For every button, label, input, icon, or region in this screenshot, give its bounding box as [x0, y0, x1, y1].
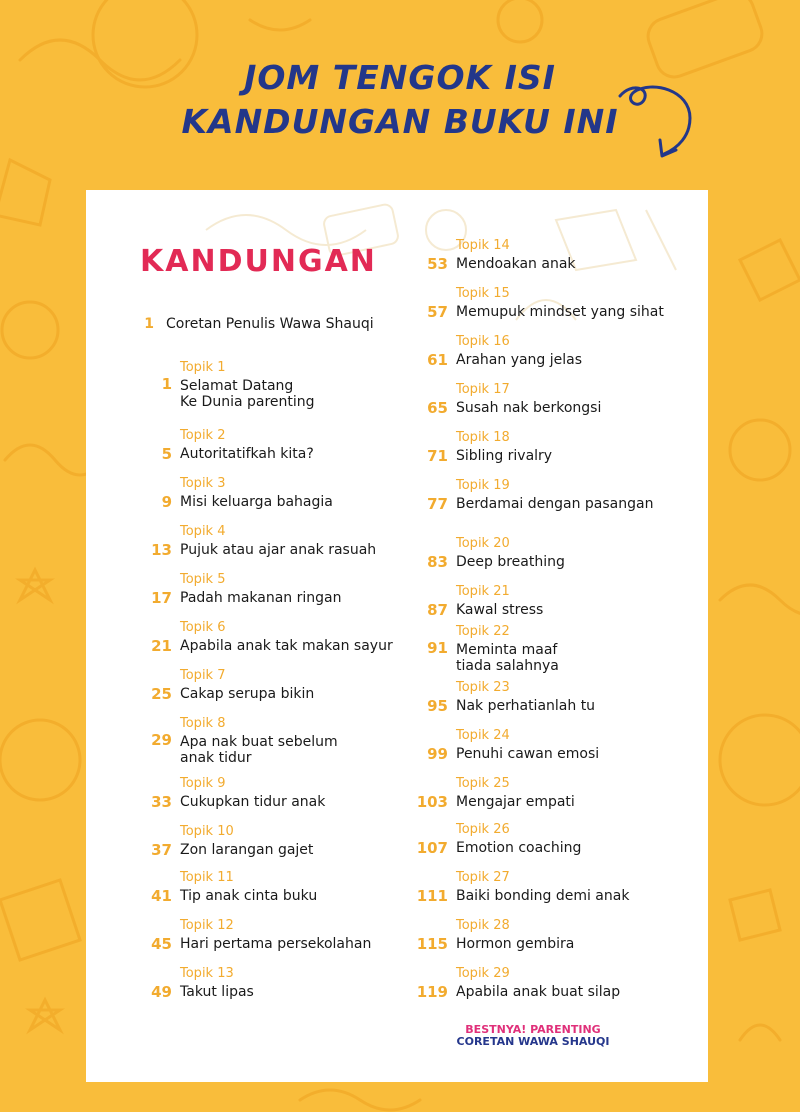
entry-topic-label: Topik 15 [456, 286, 510, 301]
contents-entry[interactable] [126, 572, 386, 612]
contents-entry[interactable] [402, 776, 662, 816]
contents-entry[interactable] [126, 966, 386, 1006]
contents-entry[interactable] [126, 476, 386, 516]
entry-page-number: 107 [416, 839, 448, 857]
entry-topic-label: Topik 27 [456, 870, 510, 885]
entry-topic-label: Topik 23 [456, 680, 510, 695]
entry-title: Mendoakan anak [456, 256, 576, 272]
contents-title: KANDUNGAN [140, 244, 377, 279]
entry-topic-label: Topik 6 [180, 620, 226, 635]
entry-title: Autoritatifkah kita? [180, 446, 314, 462]
entry-topic-label: Topik 26 [456, 822, 510, 837]
entry-title: Hari pertama persekolahan [180, 936, 372, 952]
contents-card [86, 190, 708, 1082]
entry-topic-label: Topik 18 [456, 430, 510, 445]
entry-title: Selamat Datang [180, 378, 294, 394]
entry-topic-label: Topik 9 [180, 776, 226, 791]
entry-page-number: 49 [151, 983, 172, 1001]
entry-title: Memupuk mindset yang sihat [456, 304, 664, 320]
entry-title: Emotion coaching [456, 840, 582, 856]
entry-title: Cukupkan tidur anak [180, 794, 326, 810]
contents-entry[interactable] [402, 680, 662, 720]
entry-topic-label: Topik 16 [456, 334, 510, 349]
entry-page-number: 17 [151, 589, 172, 607]
entry-page-number: 99 [427, 745, 448, 763]
contents-entry[interactable] [402, 238, 662, 278]
contents-entry[interactable] [402, 382, 662, 422]
entry-page-number: 61 [427, 351, 448, 369]
contents-entry[interactable] [126, 824, 386, 864]
entry-page-number: 45 [151, 935, 172, 953]
entry-topic-label: Topik 5 [180, 572, 226, 587]
preface-title: Coretan Penulis Wawa Shauqi [166, 316, 374, 332]
entry-page-number: 87 [427, 601, 448, 619]
contents-entry[interactable] [402, 966, 662, 1006]
entry-page-number: 37 [151, 841, 172, 859]
heading-line-2: KANDUNGAN BUKU INI [181, 102, 619, 141]
contents-entry[interactable] [402, 584, 662, 624]
contents-entry[interactable] [402, 430, 662, 470]
contents-entry[interactable] [402, 822, 662, 862]
entry-page-number: 9 [161, 493, 172, 511]
entry-page-number: 25 [151, 685, 172, 703]
entry-topic-label: Topik 3 [180, 476, 226, 491]
curly-arrow-icon [612, 78, 702, 168]
entry-topic-label: Topik 25 [456, 776, 510, 791]
entry-title: Berdamai dengan pasangan [456, 496, 654, 512]
entry-page-number: 91 [427, 639, 448, 657]
entry-topic-label: Topik 13 [180, 966, 234, 981]
entry-topic-label: Topik 22 [456, 624, 510, 639]
page-heading [180, 56, 620, 144]
contents-entry[interactable] [402, 728, 662, 768]
entry-title: Kawal stress [456, 602, 544, 618]
entry-title: Meminta maaf [456, 642, 558, 658]
entry-page-number: 33 [151, 793, 172, 811]
entry-page-number: 95 [427, 697, 448, 715]
contents-entry[interactable] [126, 870, 386, 910]
entry-title: Susah nak berkongsi [456, 400, 602, 416]
entry-title: Padah makanan ringan [180, 590, 342, 606]
contents-entry[interactable] [402, 918, 662, 958]
contents-entry[interactable] [126, 668, 386, 708]
brand-logo [448, 1024, 618, 1048]
contents-entry[interactable] [402, 624, 662, 674]
entry-page-number: 57 [427, 303, 448, 321]
entry-page-number: 53 [427, 255, 448, 273]
entry-page-number: 29 [151, 731, 172, 749]
brand-line-2: CORETAN WAWA SHAUQI [456, 1035, 610, 1048]
entry-topic-label: Topik 20 [456, 536, 510, 551]
entry-topic-label: Topik 10 [180, 824, 234, 839]
entry-title: Takut lipas [180, 984, 254, 1000]
entry-page-number: 65 [427, 399, 448, 417]
entry-topic-label: Topik 8 [180, 716, 226, 731]
entry-topic-label: Topik 4 [180, 524, 226, 539]
entry-title: Baiki bonding demi anak [456, 888, 630, 904]
entry-title: Arahan yang jelas [456, 352, 583, 368]
entry-title: Mengajar empati [456, 794, 575, 810]
entry-title: Apa nak buat sebelum [180, 734, 338, 750]
entry-topic-label: Topik 7 [180, 668, 226, 683]
entry-title: Sibling rivalry [456, 448, 553, 464]
entry-topic-label: Topik 11 [180, 870, 234, 885]
entry-topic-label: Topik 19 [456, 478, 510, 493]
contents-entry[interactable] [126, 918, 386, 958]
entry-topic-label: Topik 24 [456, 728, 510, 743]
contents-entry[interactable] [126, 428, 386, 468]
entry-topic-label: Topik 28 [456, 918, 510, 933]
preface-page-number: 1 [144, 316, 154, 332]
entry-page-number: 119 [416, 983, 448, 1001]
entry-page-number: 21 [151, 637, 172, 655]
contents-entry[interactable] [402, 334, 662, 374]
brand-line-1: BESTNYA! PARENTING [465, 1023, 601, 1036]
entry-title: anak tidur [180, 750, 252, 766]
entry-page-number: 111 [416, 887, 448, 905]
contents-entry[interactable] [126, 716, 386, 766]
entry-title: Misi keluarga bahagia [180, 494, 333, 510]
entry-page-number: 71 [427, 447, 448, 465]
contents-entry[interactable] [402, 478, 662, 518]
entry-topic-label: Topik 17 [456, 382, 510, 397]
entry-title: Ke Dunia parenting [180, 394, 315, 410]
entry-title: Apabila anak tak makan sayur [180, 638, 393, 654]
entry-page-number: 1 [161, 375, 172, 393]
entry-title: Deep breathing [456, 554, 565, 570]
heading-line-1: JOM TENGOK ISI [244, 58, 556, 97]
entry-title: Cakap serupa bikin [180, 686, 315, 702]
entry-topic-label: Topik 14 [456, 238, 510, 253]
contents-entry[interactable] [126, 620, 393, 660]
entry-title: tiada salahnya [456, 658, 559, 674]
entry-page-number: 13 [151, 541, 172, 559]
contents-entry[interactable] [126, 524, 386, 564]
contents-entry[interactable] [402, 536, 662, 576]
entry-topic-label: Topik 1 [180, 360, 226, 375]
entry-topic-label: Topik 21 [456, 584, 510, 599]
contents-entry[interactable] [126, 360, 386, 410]
entry-title: Hormon gembira [456, 936, 575, 952]
contents-entry[interactable] [126, 776, 386, 816]
entry-page-number: 115 [416, 935, 448, 953]
entry-page-number: 83 [427, 553, 448, 571]
entry-topic-label: Topik 29 [456, 966, 510, 981]
entry-page-number: 77 [427, 495, 448, 513]
entry-topic-label: Topik 12 [180, 918, 234, 933]
entry-page-number: 5 [161, 445, 172, 463]
contents-entry[interactable] [402, 870, 662, 910]
entry-title: Penuhi cawan emosi [456, 746, 600, 762]
entry-title: Pujuk atau ajar anak rasuah [180, 542, 377, 558]
entry-page-number: 41 [151, 887, 172, 905]
entry-topic-label: Topik 2 [180, 428, 226, 443]
contents-entry[interactable] [402, 286, 662, 326]
entry-title: Zon larangan gajet [180, 842, 314, 858]
entry-title: Apabila anak buat silap [456, 984, 621, 1000]
entry-title: Nak perhatianlah tu [456, 698, 596, 714]
entry-title: Tip anak cinta buku [180, 888, 318, 904]
entry-page-number: 103 [416, 793, 448, 811]
